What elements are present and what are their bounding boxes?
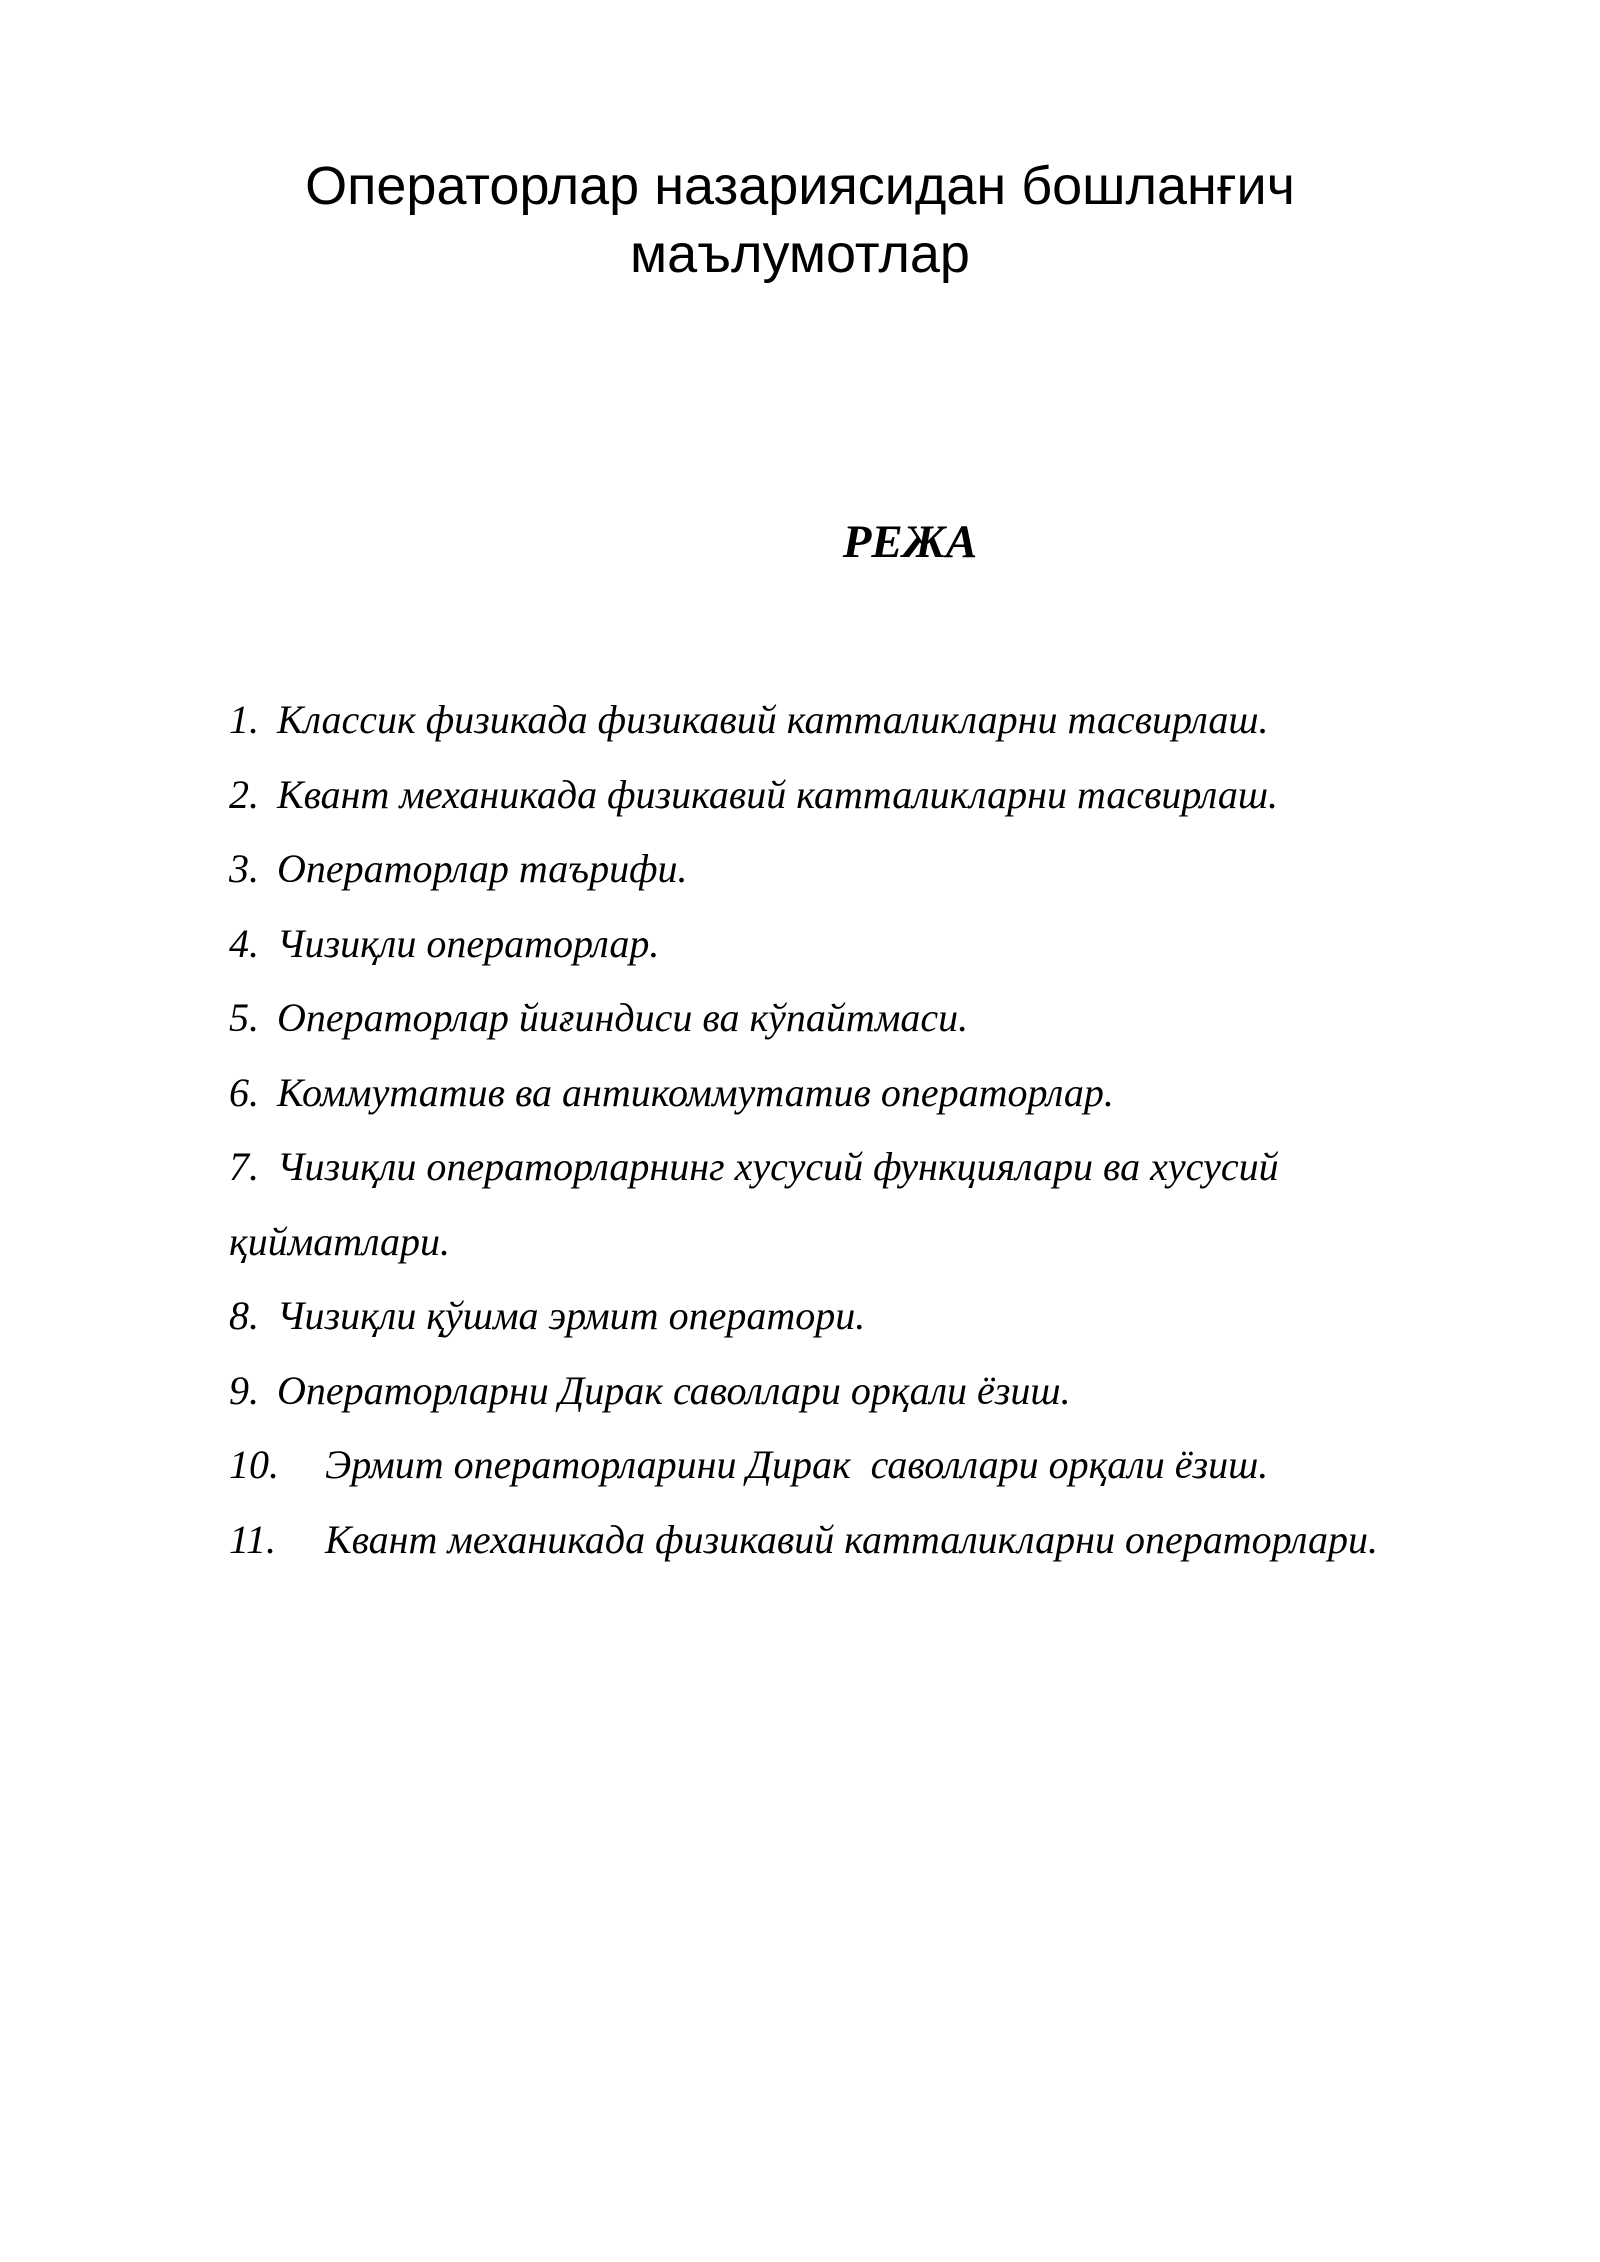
plan-heading: РЕЖА [842,516,978,568]
plan-item-number: 11. [229,1516,277,1562]
plan-item-number: 10. [229,1442,279,1487]
plan-item [229,683,1509,758]
plan-item [229,1354,1509,1429]
plan-item-continuation-text: қийматлари. [229,1218,451,1264]
plan-item [229,907,1509,982]
plan-item-text: Эрмит операторларини Дирак саволлари орқали ёзиш. [325,1442,1269,1487]
plan-item-number: 1. [229,697,259,742]
plan-item-number: 3. [229,846,259,891]
plan-item-number: 7. [229,1144,259,1189]
plan-item [229,1279,1509,1354]
plan-item-text: Чизиқли қўшма эрмит оператори. [277,1293,866,1338]
plan-item [229,1056,1509,1131]
plan-item-text: Операторлар таърифи. [277,846,688,891]
plan-item-number: 5. [229,995,259,1040]
plan-item-continuation [229,1205,1509,1280]
document-title-line-1: Операторлар назариясидан бошланғич [305,156,1295,216]
plan-item-text: Коммутатив ва антикоммутатив операторлар. [277,1069,1114,1115]
plan-item [229,1428,1509,1503]
plan-item [229,1130,1509,1205]
plan-item-text: Операторлар йиғиндиси ва кўпайтмаси. [277,995,969,1040]
document-title [300,152,1300,288]
plan-item-text: Операторларни Дирак саволлари орқали ёзиш. [277,1367,1071,1413]
plan-item-text: Квант механикада физикавий катталикларни операторлари. [325,1516,1378,1562]
plan-item [229,758,1509,833]
plan-item-number: 4. [229,920,259,966]
plan-item-number: 9. [229,1367,259,1413]
plan-item-text: Квант механикада физикавий катталикларни тасвирлаш. [277,771,1279,817]
plan-item-number: 6. [229,1069,259,1115]
plan-list [229,683,1509,1577]
plan-item-number: 8. [229,1293,259,1338]
plan-item [229,832,1509,907]
document-title-line-2: маълумотлар [630,224,970,284]
plan-item-text: Чизиқли операторлар. [277,920,660,966]
plan-item-number: 2. [229,771,259,817]
plan-item-text: Чизиқли операторларнинг хусусий функциялари ва хусусий [277,1144,1279,1189]
plan-item [229,1503,1509,1578]
plan-item-text: Классик физикада физикавий катталикларни тасвирлаш. [277,697,1269,742]
plan-item [229,981,1509,1056]
